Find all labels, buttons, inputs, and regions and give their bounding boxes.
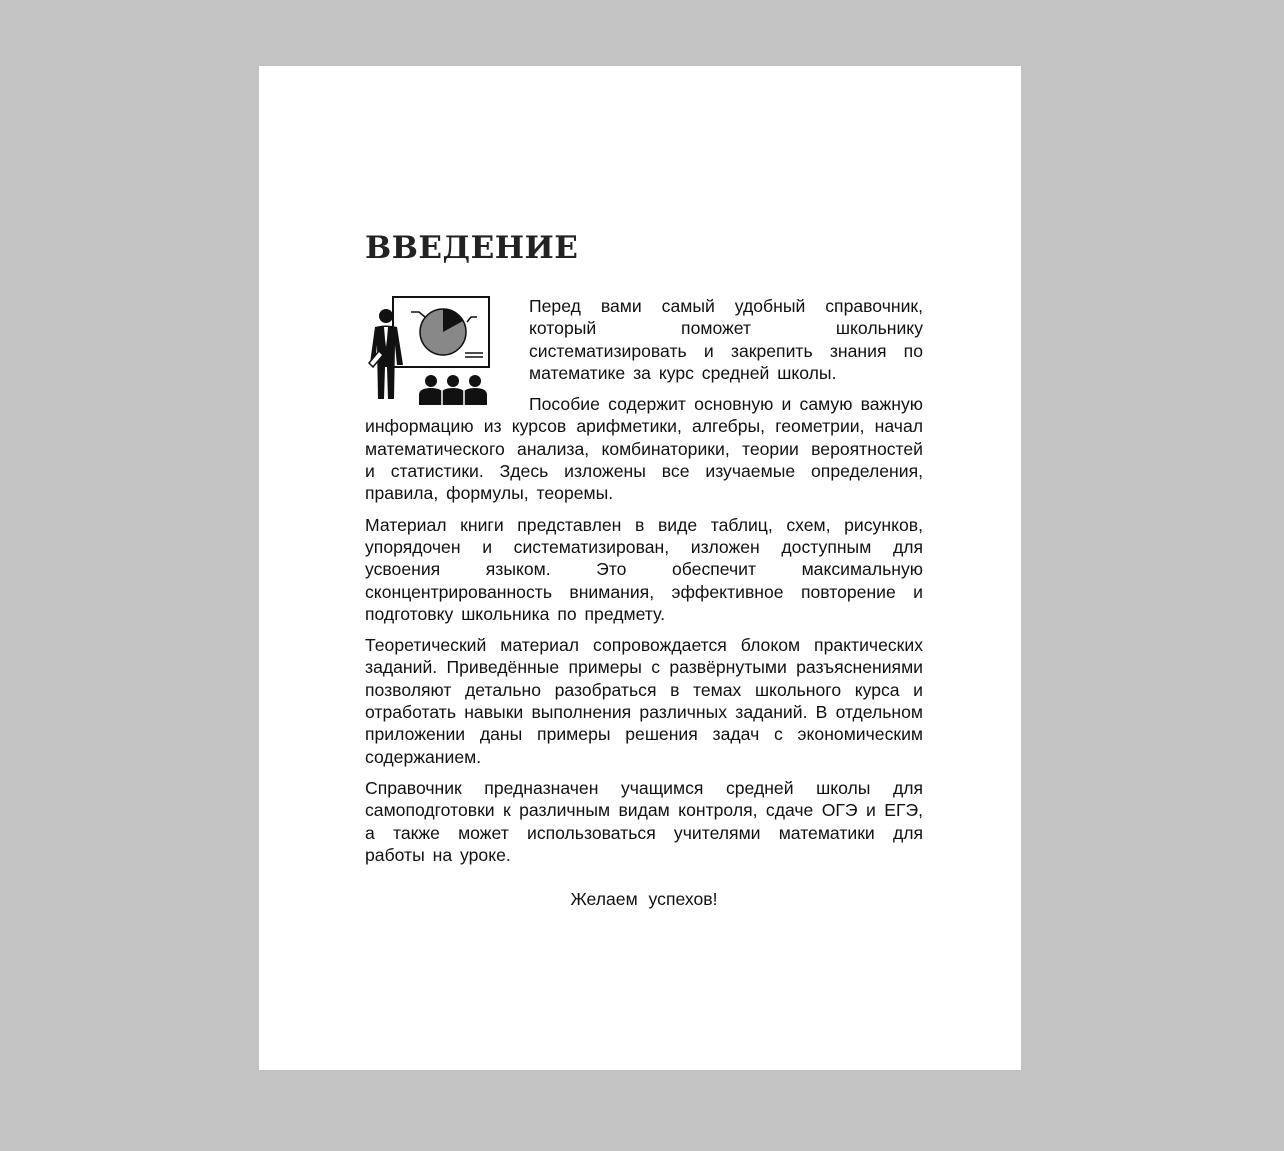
teacher-presentation-icon xyxy=(365,295,493,407)
format-paragraph: Материал книги представлен в виде таблиц, схем, рисунков, упорядочен и систематизирован, изложен доступным для усвоения языком. Это обеспечит максимальную сконцентрированность внимания, эффективное повторение и подготовку школьника по предмету. xyxy=(365,514,923,624)
intro-paragraph: Перед вами самый удобный справочник, который поможет школьнику систематизировать и закрепить знания по математике за курс средней школы. xyxy=(529,296,923,383)
page-title: ВВЕДЕНИЕ xyxy=(365,230,579,266)
audience-paragraph: Справочник предназначен учащимся средней школы для самоподготовки к различным видам контроля, сдаче ОГЭ и ЕГЭ, а также может использоваться учителями математики для работы на уроке. xyxy=(365,777,923,865)
closing-wish: Желаем успехов! xyxy=(570,889,718,910)
contents-paragraph: Пособие содержит основную и самую важную информацию из курсов арифметики, алгебры, геометрии, начал математического анализа, комбинаторики, теории вероятностей и статистики. Здесь изложены все изучаемые определения, правила, формулы, теоремы. xyxy=(365,394,923,504)
practice-paragraph: Теоретический материал сопровождается блоком практических заданий. Приведённые примеры с развёрнутыми разъяснениями позволяют детально разобраться в темах школьного курса и отработать навыки выполнения различных заданий. В отдельном приложении даны примеры решения задач с экономическим содержанием. xyxy=(365,635,923,767)
document-page xyxy=(259,66,1021,1070)
page-content xyxy=(365,228,923,910)
